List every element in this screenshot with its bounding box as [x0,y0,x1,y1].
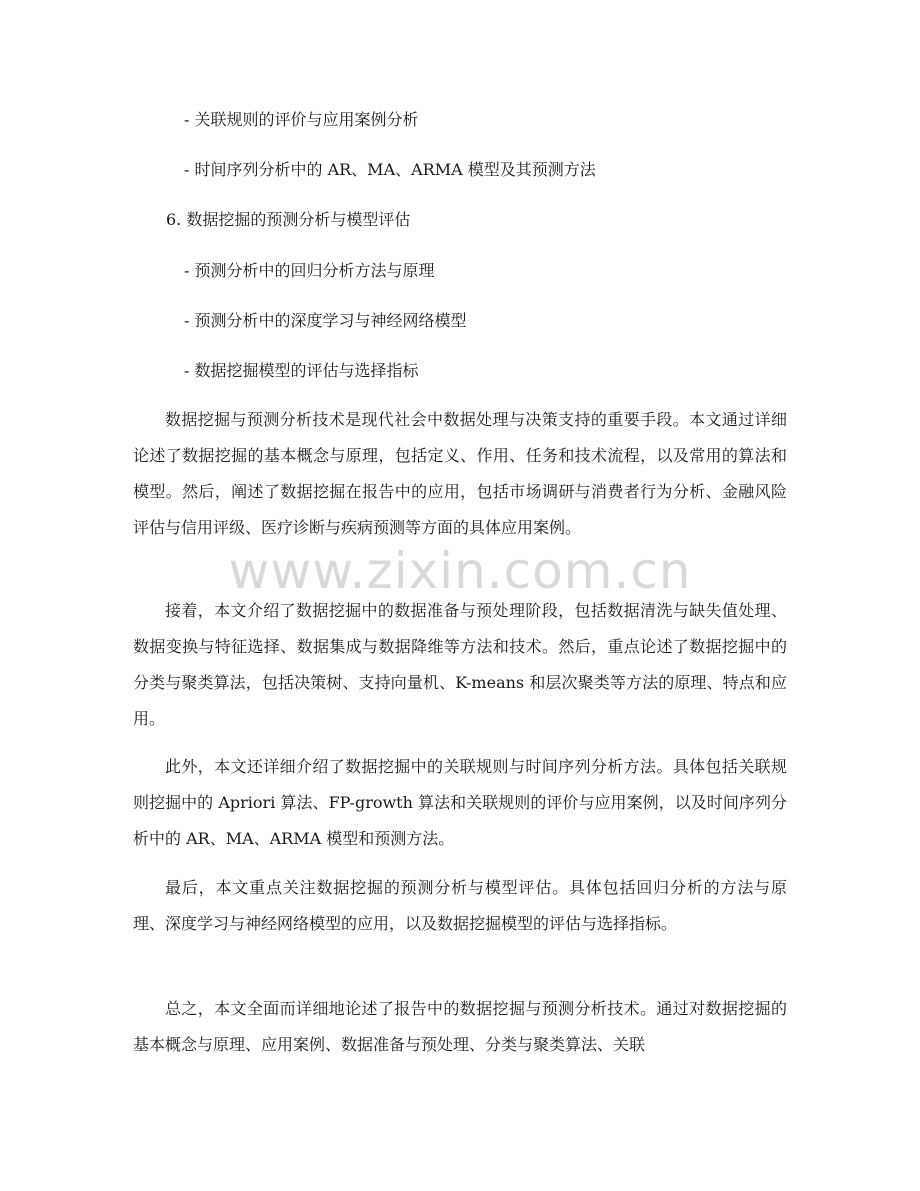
paragraph-preprocessing: 接着，本文介绍了数据挖掘中的数据准备与预处理阶段，包括数据清洗与缺失值处理、数据变换与特征选择、数据集成与数据降维等方法和技术。然后，重点论述了数据挖掘中的分类与聚类算法，包括决策树、支持向量机、K-means 和层次聚类等方法的原理、特点和应用。 [133,601,787,728]
outline-item-time-series: - 时间序列分析中的 AR、MA、ARMA 模型及其预测方法 [184,160,596,179]
watermark: www.zixin.com.cn [228,542,692,600]
paragraph-conclusion: 总之，本文全面而详细地论述了报告中的数据挖掘与预测分析技术。通过对数据挖掘的基本概念与原理、应用案例、数据准备与预处理、分类与聚类算法、关联 [133,999,787,1054]
paragraph-prediction-evaluation: 最后，本文重点关注数据挖掘的预测分析与模型评估。具体包括回归分析的方法与原理、深度学习与神经网络模型的应用，以及数据挖掘模型的评估与选择指标。 [133,878,787,933]
paragraph-summary-intro: 数据挖掘与预测分析技术是现代社会中数据处理与决策支持的重要手段。本文通过详细论述了数据挖掘的基本概念与原理，包括定义、作用、任务和技术流程，以及常用的算法和模型。然后，阐述了数据挖掘在报告中的应用，包括市场调研与消费者行为分析、金融风险评估与信用评级、医疗诊断与疾病预测等方面的具体应用案例。 [133,410,787,537]
outline-item-model-evaluation: - 数据挖掘模型的评估与选择指标 [184,361,419,380]
paragraph-association-timeseries: 此外，本文还详细介绍了数据挖掘中的关联规则与时间序列分析方法。具体包括关联规则挖掘中的 Apriori 算法、FP-growth 算法和关联规则的评价与应用案例，以及时间序列分析中的 AR、MA、ARMA 模型和预测方法。 [133,757,787,848]
outline-item-deep-learning: - 预测分析中的深度学习与神经网络模型 [184,311,467,330]
outline-item-regression: - 预测分析中的回归分析方法与原理 [184,261,435,280]
section-6-heading: 6. 数据挖掘的预测分析与模型评估 [166,210,411,229]
outline-item-association-evaluation: - 关联规则的评价与应用案例分析 [184,110,419,129]
